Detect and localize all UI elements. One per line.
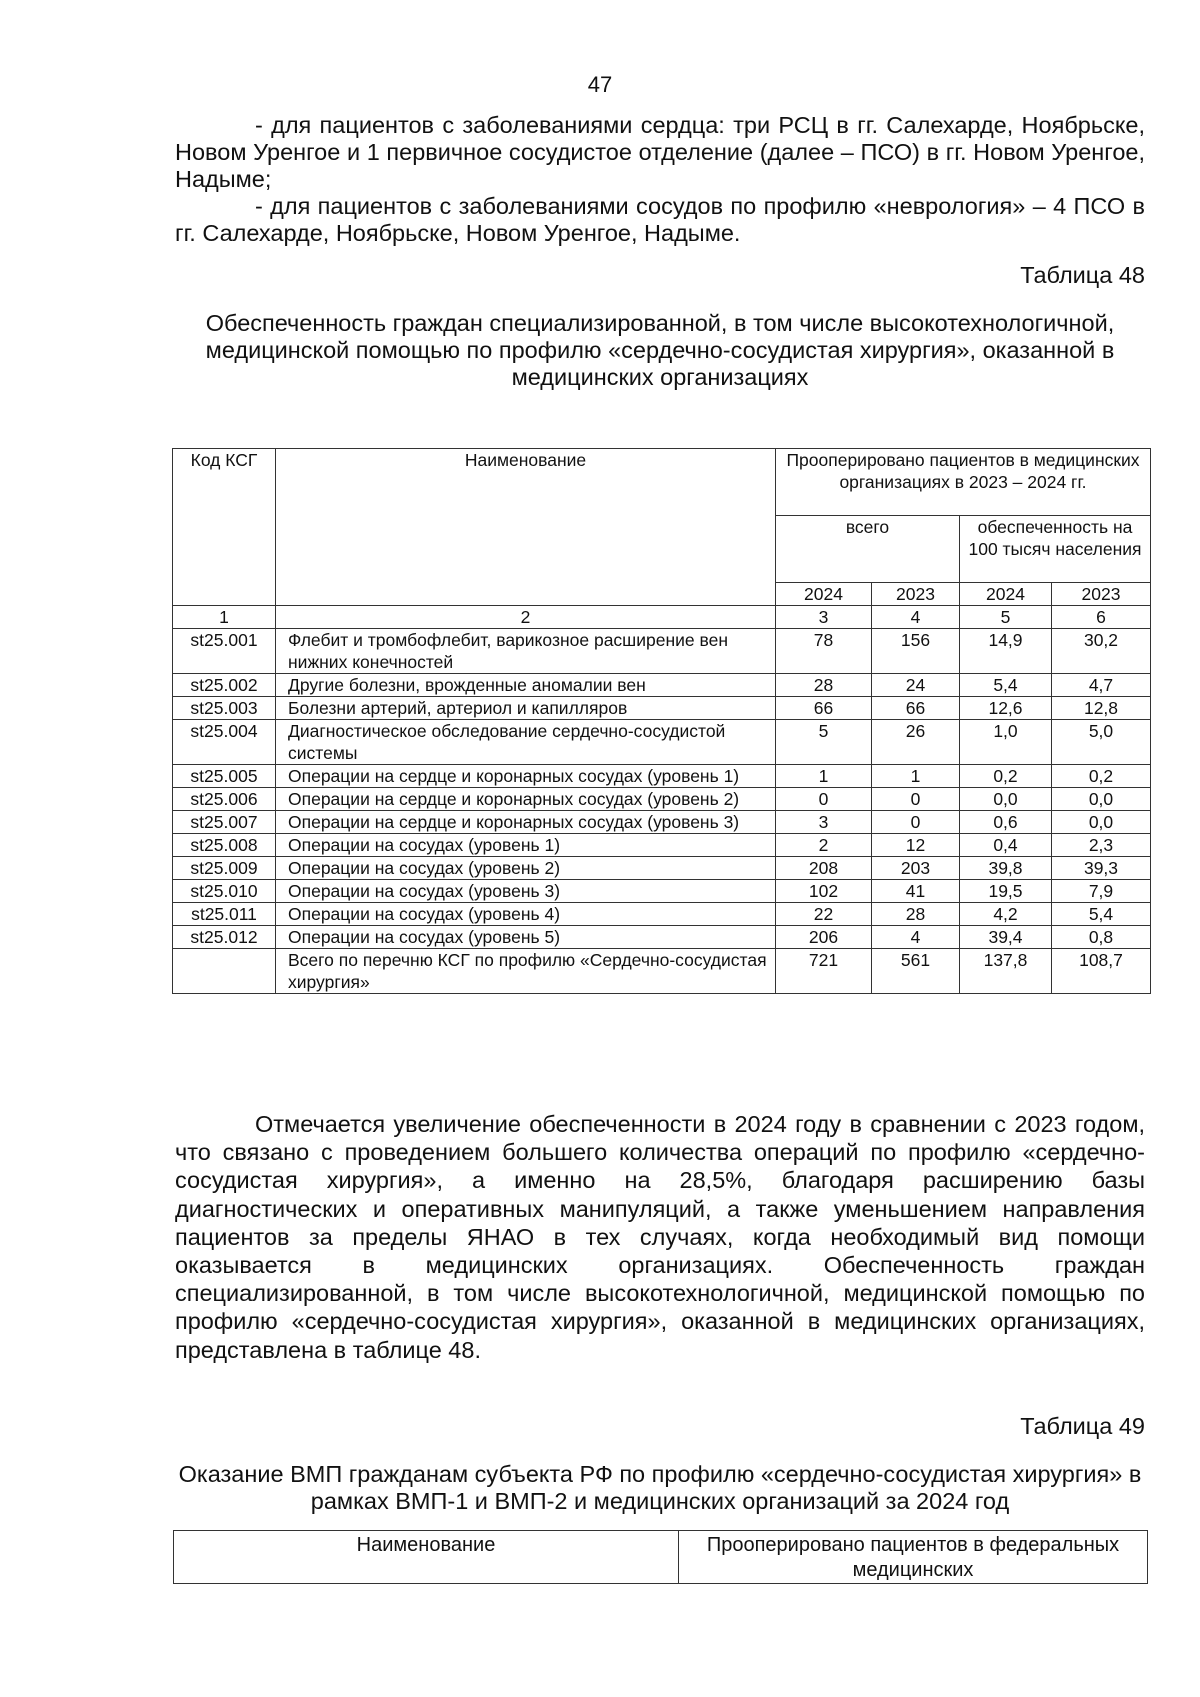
table-row [173,834,1151,857]
table-row [173,788,1151,811]
row-total-2024: 5 [776,720,872,765]
table-row [173,857,1151,880]
row-code: st25.001 [173,629,276,674]
row-rate-2024: 19,5 [960,880,1052,903]
row-total-2024: 208 [776,857,872,880]
row-total-2024: 28 [776,674,872,697]
intro-item-neurology: - для пациентов с заболеваниями сосудов по профилю «неврология» – 4 ПСО в гг. Салехарде, Ноябрьске, Новом Уренгое, Надыме. [175,193,1145,246]
row-total-2024: 2 [776,834,872,857]
table-row [173,765,1151,788]
row-rate-2024: 1,0 [960,720,1052,765]
row-name: Операции на сердце и коронарных сосудах (уровень 1) [276,765,776,788]
row-total-2024: 1 [776,765,872,788]
row-code: st25.005 [173,765,276,788]
row-code: st25.012 [173,926,276,949]
table-row [173,926,1151,949]
row-total-2024: 3 [776,811,872,834]
row-rate-2024: 0,4 [960,834,1052,857]
row-rate-2023: 39,3 [1052,857,1151,880]
table-row [173,811,1151,834]
column-number: 4 [872,606,960,629]
header-year: 2024 [960,583,1052,606]
header-per100k: обеспеченность на 100 тысяч населения [960,516,1151,583]
header-name: Наименование [174,1531,679,1584]
row-total-2024: 206 [776,926,872,949]
row-code: st25.006 [173,788,276,811]
row-rate-2024: 39,4 [960,926,1052,949]
row-code: st25.002 [173,674,276,697]
row-total-2023: 0 [872,811,960,834]
header-group: Прооперировано пациентов в медицинских организациях в 2023 – 2024 гг. [776,449,1151,516]
row-rate-2024: 39,8 [960,857,1052,880]
body-paragraph: Отмечается увеличение обеспеченности в 2024 году в сравнении с 2023 годом, что связано с проведением большего количества операций по профилю «сердечно-сосудистая хирургия», а именно на 28,5%, благодаря расширению базы диагностических и оперативных манипуляций, а также уменьшением направления пациентов за пределы ЯНАО в тех случаях, когда необходимый вид помощи оказывается в медицинских организациях. Обеспеченность граждан специализированной, в том числе высокотехнологичной, медицинской помощью по профилю «сердечно-сосудистая хирургия», оказанной в медицинских организациях, представлена в таблице 48. [175,1111,1145,1363]
row-name: Операции на сосудах (уровень 2) [276,857,776,880]
row-total-2023: 26 [872,720,960,765]
header-year: 2023 [1052,583,1151,606]
row-rate-2023: 30,2 [1052,629,1151,674]
row-total-2023: 203 [872,857,960,880]
row-name: Операции на сердце и коронарных сосудах (уровень 2) [276,788,776,811]
column-number: 6 [1052,606,1151,629]
row-total-2024: 0 [776,788,872,811]
row-rate-2023: 108,7 [1052,949,1151,994]
column-number-row [173,606,1151,629]
header-total: всего [776,516,960,583]
row-rate-2024: 0,0 [960,788,1052,811]
column-number: 5 [960,606,1052,629]
header-year: 2023 [872,583,960,606]
column-number: 1 [173,606,276,629]
table48-label: Таблица 48 [1020,262,1145,288]
row-rate-2024: 4,2 [960,903,1052,926]
row-code [173,949,276,994]
header-code: Код КСГ [173,449,276,606]
row-rate-2023: 2,3 [1052,834,1151,857]
row-code: st25.011 [173,903,276,926]
row-name: Операции на сосудах (уровень 3) [276,880,776,903]
header-year: 2024 [776,583,872,606]
header-operated: Прооперировано пациентов в федеральных медицинских [679,1531,1148,1584]
column-number: 2 [276,606,776,629]
row-name: Флебит и тромбофлебит, варикозное расширение вен нижних конечностей [276,629,776,674]
row-total-2023: 0 [872,788,960,811]
row-total-2023: 28 [872,903,960,926]
row-name: Диагностическое обследование сердечно-сосудистой системы [276,720,776,765]
row-rate-2024: 0,6 [960,811,1052,834]
row-rate-2024: 5,4 [960,674,1052,697]
table-row [173,629,1151,674]
row-rate-2023: 0,0 [1052,788,1151,811]
row-total-2024: 102 [776,880,872,903]
row-code: st25.003 [173,697,276,720]
row-code: st25.004 [173,720,276,765]
row-rate-2023: 4,7 [1052,674,1151,697]
row-name: Операции на сосудах (уровень 4) [276,903,776,926]
row-rate-2024: 12,6 [960,697,1052,720]
row-name: Всего по перечню КСГ по профилю «Сердечно-сосудистая хирургия» [276,949,776,994]
row-name: Операции на сердце и коронарных сосудах (уровень 3) [276,811,776,834]
table-row [173,949,1151,994]
row-total-2023: 4 [872,926,960,949]
row-name: Операции на сосудах (уровень 5) [276,926,776,949]
row-total-2023: 561 [872,949,960,994]
row-rate-2023: 5,0 [1052,720,1151,765]
row-rate-2024: 137,8 [960,949,1052,994]
row-total-2023: 66 [872,697,960,720]
row-code: st25.008 [173,834,276,857]
row-rate-2023: 0,8 [1052,926,1151,949]
row-total-2023: 24 [872,674,960,697]
row-total-2024: 721 [776,949,872,994]
row-name: Другие болезни, врожденные аномалии вен [276,674,776,697]
row-rate-2023: 0,0 [1052,811,1151,834]
table49-label: Таблица 49 [1020,1413,1145,1439]
header-name: Наименование [276,449,776,606]
row-total-2023: 1 [872,765,960,788]
row-rate-2024: 0,2 [960,765,1052,788]
row-total-2023: 41 [872,880,960,903]
row-code: st25.010 [173,880,276,903]
row-total-2024: 66 [776,697,872,720]
row-rate-2023: 7,9 [1052,880,1151,903]
row-total-2024: 22 [776,903,872,926]
table49-title: Оказание ВМП гражданам субъекта РФ по профилю «сердечно-сосудистая хирургия» в рамках ВМП-1 и ВМП-2 и медицинских организаций за 2024 год [178,1461,1142,1514]
table-row [173,674,1151,697]
intro-item-heart: - для пациентов с заболеваниями сердца: три РСЦ в гг. Салехарде, Ноябрьске, Новом Уренгое и 1 первичное сосудистое отделение (далее – ПСО) в гг. Новом Уренгое, Надыме; [175,112,1145,192]
table-row [173,880,1151,903]
row-total-2023: 12 [872,834,960,857]
table-row [173,720,1151,765]
row-rate-2024: 14,9 [960,629,1052,674]
row-name: Операции на сосудах (уровень 1) [276,834,776,857]
table-row [173,697,1151,720]
row-rate-2023: 12,8 [1052,697,1151,720]
page-number: 47 [587,72,613,97]
table-48 [172,448,1151,994]
row-total-2023: 156 [872,629,960,674]
table-row [173,903,1151,926]
row-code: st25.009 [173,857,276,880]
row-total-2024: 78 [776,629,872,674]
table-49 [173,1530,1148,1584]
row-rate-2023: 0,2 [1052,765,1151,788]
column-number: 3 [776,606,872,629]
table48-title: Обеспеченность граждан специализированной, в том числе высокотехнологичной, медицинской помощью по профилю «сердечно-сосудистая хирургия», оказанной в медицинских организациях [205,310,1115,390]
row-code: st25.007 [173,811,276,834]
row-name: Болезни артерий, артериол и капилляров [276,697,776,720]
row-rate-2023: 5,4 [1052,903,1151,926]
